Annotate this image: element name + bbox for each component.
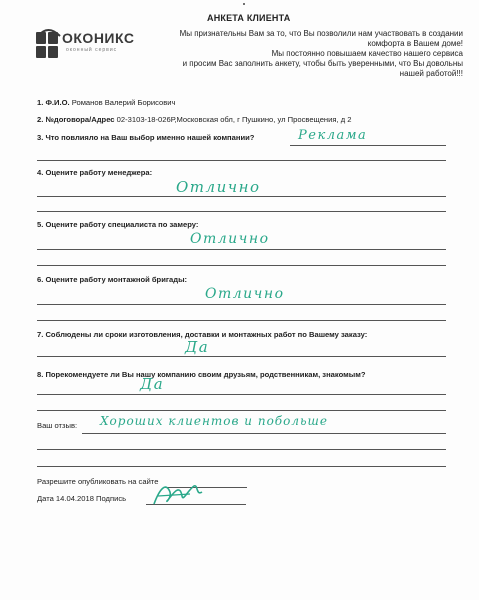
answer-8-handwritten: Да (140, 375, 165, 393)
answer-line (37, 410, 446, 411)
answer-line (37, 394, 446, 395)
intro-line-5: нашей работой!!! (399, 69, 463, 78)
intro-line-3: Мы постоянно повышаем качество нашего сервиса (271, 49, 463, 58)
answer-7-handwritten: Да (185, 338, 210, 356)
answer-line (37, 211, 446, 212)
logo-tagline: оконный сервис (66, 47, 118, 53)
answer-line (82, 433, 446, 434)
answer-line (290, 145, 446, 146)
publish-label: Разрешите опубликовать на сайте (37, 477, 159, 486)
contract-value: 02-3103-18-026Р,Московская обл, г Пушкино, ул Просвещения, д 2 (116, 115, 352, 124)
question-8-label: 8. Порекомендуете ли Вы нашу компанию своим друзьям, родственникам, знакомым? (37, 370, 366, 379)
question-4-label: 4. Оцените работу менеджера: (37, 168, 153, 177)
question-6-label: 6. Оцените работу монтажной бригады: (37, 275, 188, 284)
intro-line-4: и просим Вас заполнить анкету, чтобы быть уверенными, что Вы довольны (182, 59, 463, 68)
question-5-label: 5. Оцените работу специалиста по замеру: (37, 220, 199, 229)
contract-label: 2. №договора/Адрес (37, 115, 115, 124)
contract-row (37, 115, 351, 124)
answer-6-handwritten: Отлично (205, 286, 285, 302)
answer-3-handwritten: Реклама (298, 128, 368, 143)
date-label: Дата 14.04.2018 Подпись (37, 494, 127, 503)
answer-line (37, 449, 446, 450)
intro-line-2: комфорта в Вашем доме! (367, 39, 463, 48)
scan-speck (243, 3, 245, 5)
answer-line (37, 304, 446, 305)
signature-mark (150, 478, 210, 510)
answer-line (37, 160, 446, 161)
answer-line (37, 249, 446, 250)
question-7-label: 7. Соблюдены ли сроки изготовления, доставки и монтажных работ по Вашему заказу: (37, 330, 368, 339)
answer-line (37, 466, 446, 467)
review-label: Ваш отзыв: (37, 421, 78, 430)
answer-line (37, 265, 446, 266)
answer-line (37, 320, 446, 321)
intro-text (170, 29, 463, 79)
fio-label: 1. Ф.И.О. (37, 98, 70, 107)
review-handwritten: Хороших клиентов и побольше (100, 414, 328, 428)
fio-value: Романов Валерий Борисович (71, 98, 176, 107)
answer-5-handwritten: Отлично (190, 231, 270, 247)
answer-line (37, 356, 446, 357)
fio-row (37, 98, 175, 107)
page-title: АНКЕТА КЛИЕНТА (207, 13, 291, 23)
logo-name: ОКОНИКС (62, 30, 135, 46)
answer-4-handwritten: Отлично (176, 178, 261, 196)
question-3-label: 3. Что повлияло на Ваш выбор именно нашей компании? (37, 133, 255, 142)
answer-line (37, 196, 446, 197)
intro-line-1: Мы признательны Вам за то, что Вы позволили нам участвовать в создании (179, 29, 463, 38)
